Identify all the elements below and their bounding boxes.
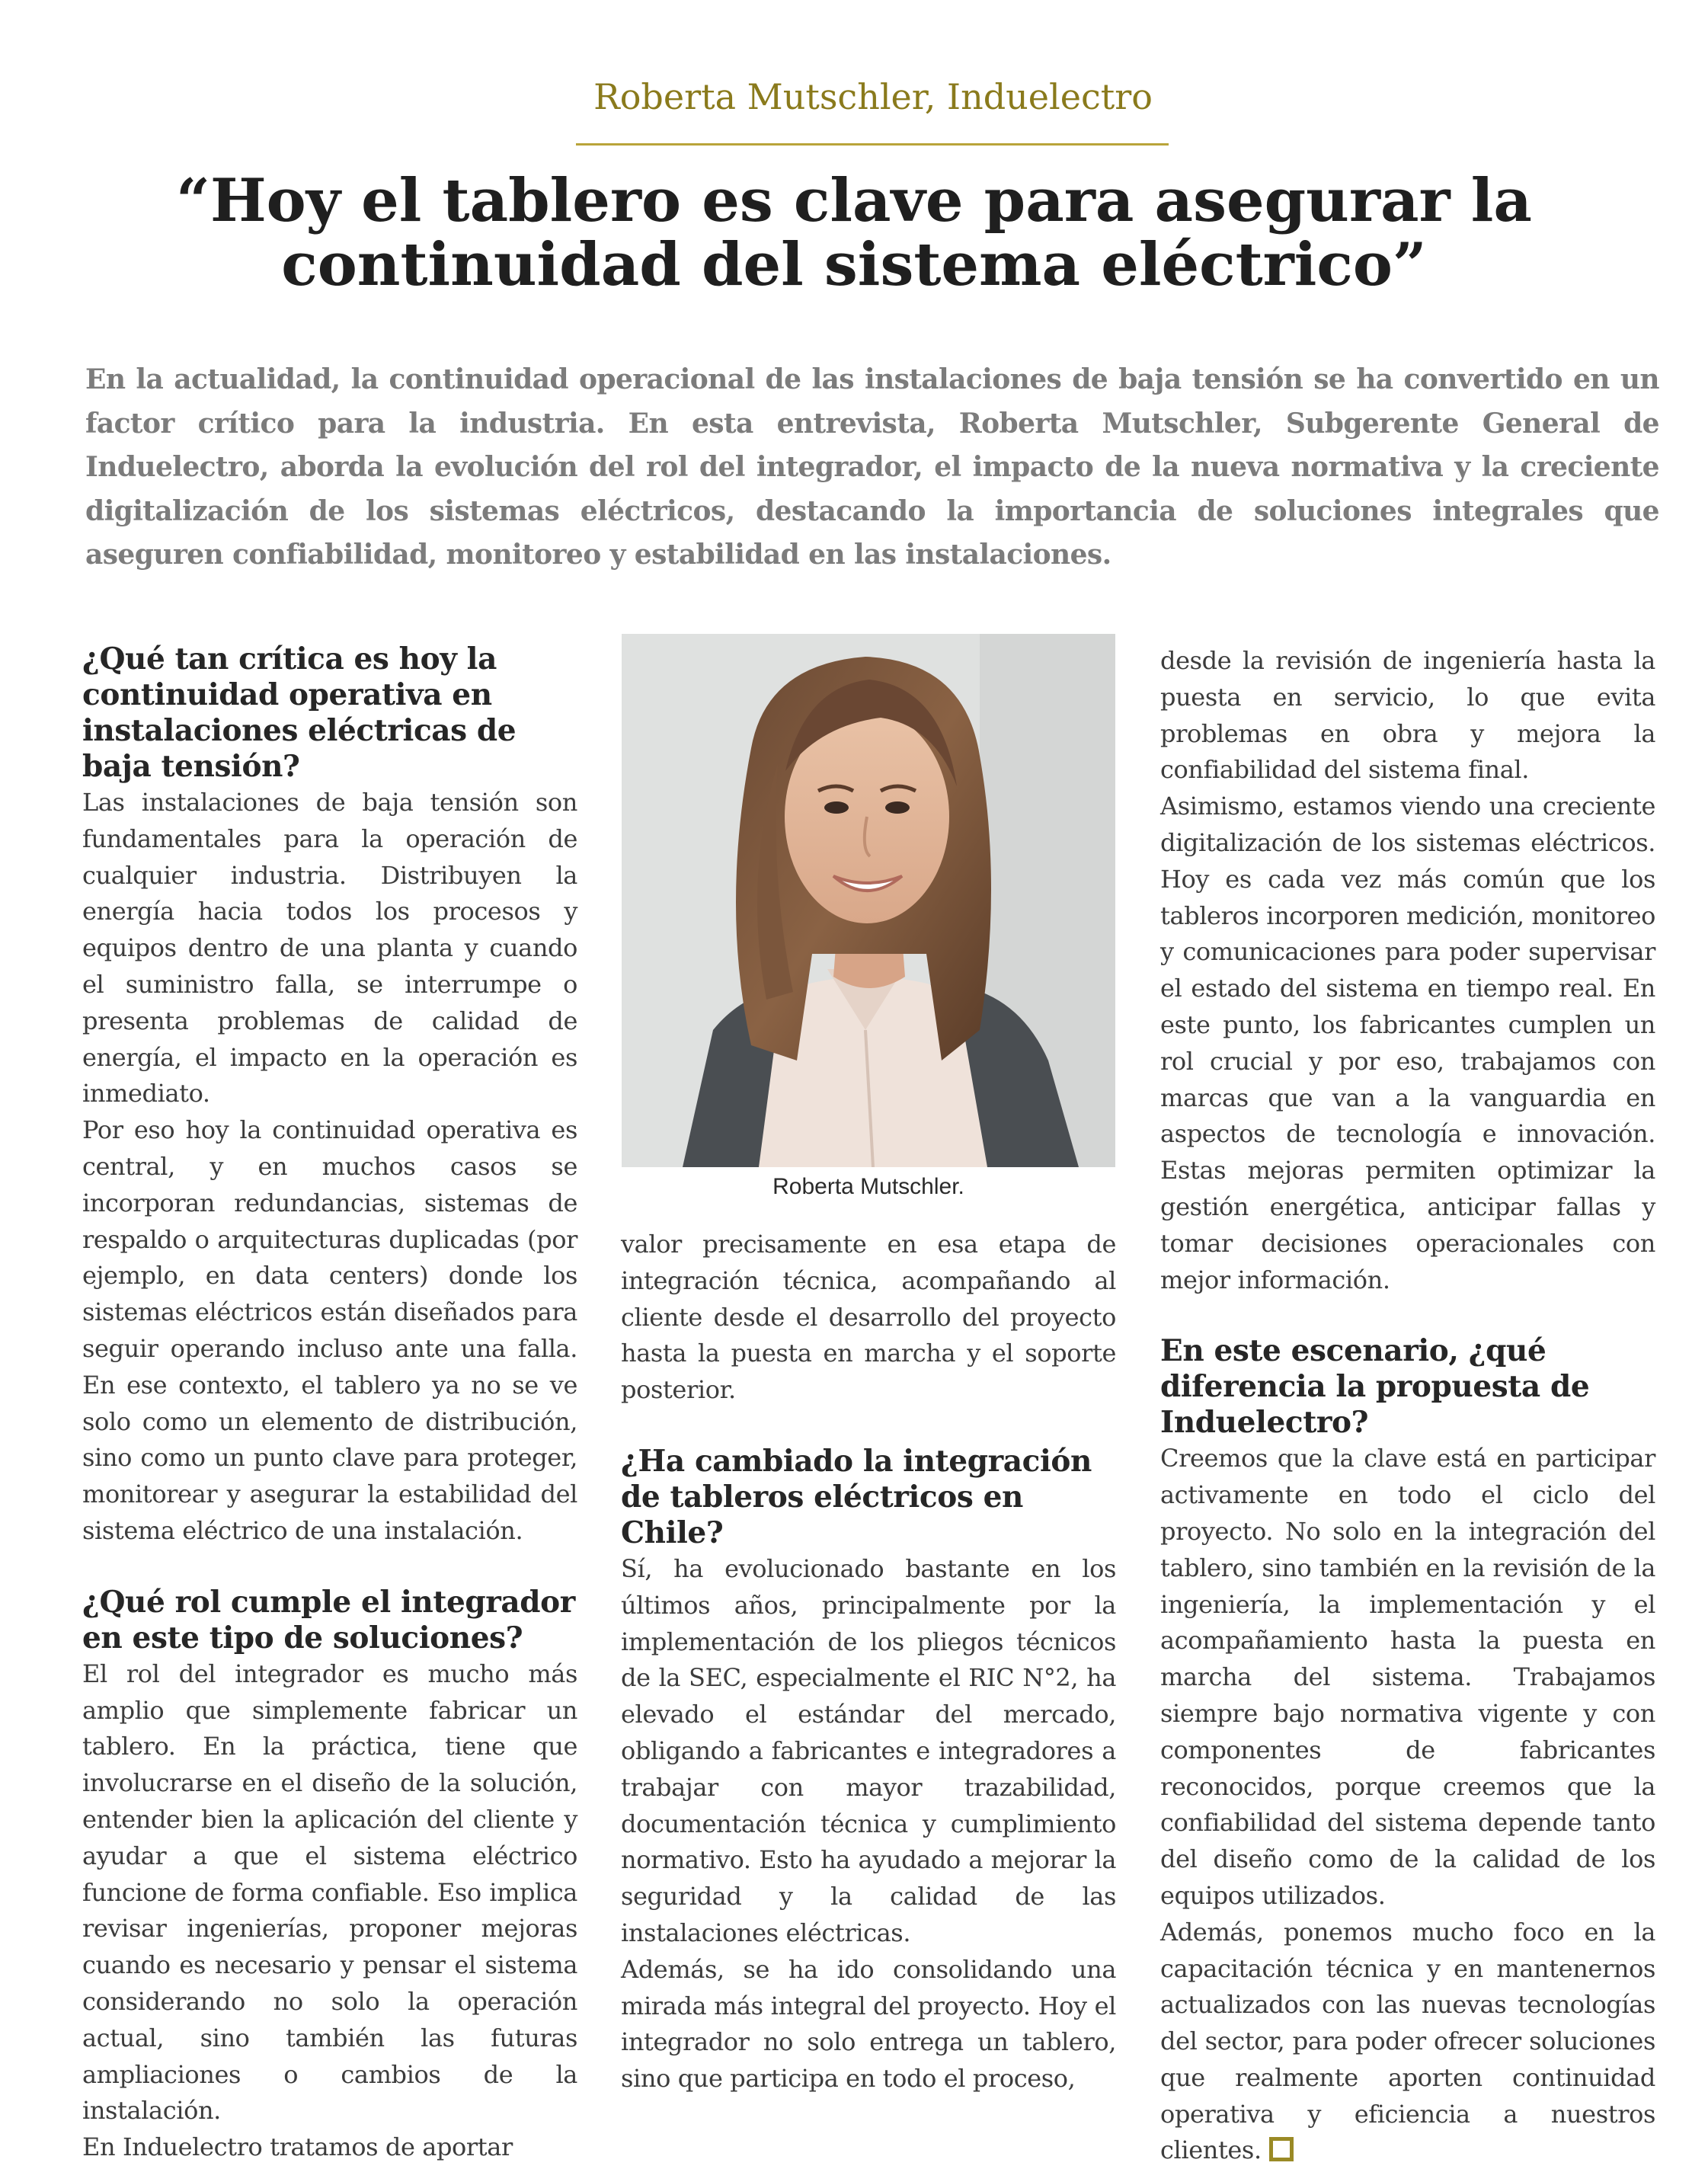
kicker-underline [576,143,1169,146]
question-1: ¿Qué tan crítica es hoy la continuidad operativa en instalaciones eléctricas de baja tensión? [82,641,517,784]
question-3: ¿Ha cambiado la integración de tableros eléctricos en Chile? [621,1443,1092,1550]
answer-2-paragraph-2-start: En Induelectro tratamos de aportar [82,2132,513,2162]
answer-1-paragraph-2: Por eso hoy la continuidad operativa es central, y en muchos casos se incorporan redundancias, sistemas de respaldo o arquitecturas duplicadas (por ejemplo, en data centers) donde los sistemas eléctricos están diseñados para seguir operando incluso ante una falla. En ese contexto, el tablero ya no se ve solo como un elemento de distribución, sino como un punto clave para proteger, monitorear y asegurar la estabilidad del sistema eléctrico de una instalación. [82,1115,577,1545]
answer-3-paragraph-2-continued: desde la revisión de ingeniería hasta la puesta en servicio, lo que evita problemas en obra y mejora la confiabilidad del sistema final. [1160,646,1655,785]
answer-2-paragraph-1: El rol del integrador es mucho más amplio que simplemente fabricar un tablero. En la práctica, tiene que involucrarse en el diseño de la solución, entender bien la aplicación del cliente y ayudar a que el sistema eléctrico funcione de forma confiable. Eso implica revisar ingenierías, proponer mejoras cuando es necesario y pensar el sistema considerando no solo la operación actual, sino también las futuras ampliaciones o cambios de la instalación. [82,1659,577,2126]
answer-4-paragraph-2 [1160,1915,1655,2169]
column-2 [621,1227,1116,2097]
column-3 [1160,643,1655,2169]
section-kicker: Roberta Mutschler, Induelectro [593,76,1153,117]
answer-4-paragraph-2-text: Además, ponemos mucho foco en la capacitación técnica y en mantenernos actualizados con las nuevas tecnologías del sector, para poder ofrecer soluciones que realmente aporten continuidad operativa y eficiencia a nuestros clientes. [1160,1917,1655,2165]
portrait-photo [622,634,1115,1167]
question-4: En este escenario, ¿qué diferencia la propuesta de Induelectro? [1160,1333,1590,1441]
answer-3-paragraph-3: Asimismo, estamos viendo una creciente digitalización de los sistemas eléctricos. Hoy es cada vez más común que los tableros incorporen medición, monitoreo y comunicaciones para poder supervisar el estado del sistema en tiempo real. En este punto, los fabricantes cumplen un rol crucial y por eso, trabajamos con marcas que van a la vanguardia en aspectos de tecnología e innovación. Estas mejoras permiten optimizar la gestión energética, anticipar fallas y tomar decisiones operacionales con mejor información. [1160,792,1655,1294]
article-lead: En la actualidad, la continuidad operacional de las instalaciones de baja tensión se ha convertido en un factor crítico para la industria. En esta entrevista, Roberta Mutschler, Subgerente General de Induelectro, aborda la evolución del rol del integrador, el impacto de la nueva normativa y la creciente digitalización de los sistemas eléctricos, destacando la importancia de soluciones integrales que aseguren confiabilidad, monitoreo y estabilidad en las instalaciones. [85,363,1659,571]
answer-4-paragraph-1: Creemos que la clave está en participar activamente en todo el ciclo del proyecto. No solo en la integración del tablero, sino también en la revisión de la ingeniería, la implementación y el acompañamiento hasta la puesta en marcha del sistema. Trabajamos siempre bajo normativa vigente y con componentes de fabricantes reconocidos, porque creemos que la confiabilidad del sistema depende tanto del diseño como de la calidad de los equipos utilizados. [1160,1444,1655,1910]
answer-2-paragraph-2-continued: valor precisamente en esa etapa de integración técnica, acompañando al cliente desde el desarrollo del proyecto hasta la puesta en marcha y el soporte posterior. [621,1230,1116,1405]
photo-caption: Roberta Mutschler. [772,1174,964,1199]
question-2: ¿Qué rol cumple el integrador en este tipo de soluciones? [82,1584,575,1656]
portrait-illustration [622,634,1115,1167]
column-1 [82,641,577,2166]
article-title: “Hoy el tablero es clave para asegurar la continuidad del sistema eléctrico” [176,166,1532,300]
answer-3-paragraph-1: Sí, ha evolucionado bastante en los últimos años, principalmente por la implementación de los pliegos técnicos de la SEC, especialmente el RIC N°2, ha elevado el estándar del mercado, obligando a fabricantes e integradores a trabajar con mayor trazabilidad, documentación técnica y cumplimiento normativo. Esto ha ayudado a mejorar la seguridad y la calidad de las instalaciones eléctricas. [621,1553,1116,1947]
answer-1-paragraph-1: Las instalaciones de baja tensión son fundamentales para la operación de cualquier industria. Distribuyen la energía hacia todos los procesos y equipos dentro de una planta y cuando el suministro falla, se interrumpe o presenta problemas de calidad de energía, el impacto en la operación es inmediato. [82,788,577,1108]
answer-3-paragraph-2-start: Además, se ha ido consolidando una mirada más integral del proyecto. Hoy el integrador no solo entrega un tablero, sino que participa en todo el proceso, [621,1954,1116,2094]
end-of-article-icon [1269,2137,1294,2161]
